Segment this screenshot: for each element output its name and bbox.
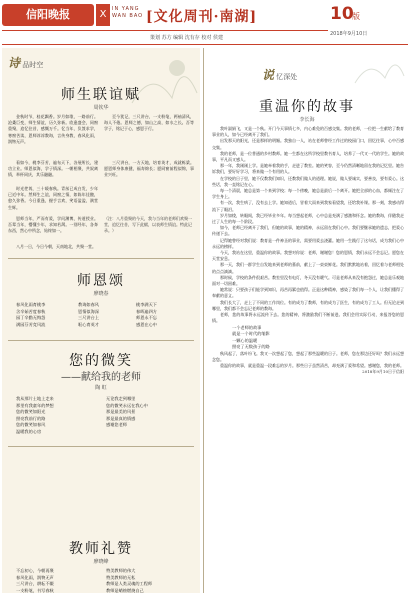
issue-date: 2018年9月10日 xyxy=(330,31,368,37)
poem-line: 三尺讲台上 xyxy=(78,315,99,321)
poem-line: 无论我走到哪里 xyxy=(106,396,136,401)
paragraph: 重温你的故事，就是重温一段难忘的岁月。那些日子虽然清苦，却充满了爱和希望。感谢您，我的老师。 xyxy=(220,363,404,369)
column-tag-char: 诗 xyxy=(8,56,21,70)
poem-line: 教师是蜡烛燃烧自己 xyxy=(106,587,144,593)
paragraph: 老师，您的故事将永远流传下去。您的精神，将激励我们不断前进。我们会用实际行动，来报答您的恩情。 xyxy=(212,312,404,324)
poem-line: 您的微笑如春风 xyxy=(16,422,46,428)
poem-line: 一颗心的温暖 xyxy=(232,337,258,343)
article-1-note: （注：八月重聚的今天，我与当年的老师们欢聚一堂，追忆往昔，写下此赋，以表师生情谊。特此记录。） xyxy=(104,216,192,233)
poem-line: 满园芬芳竞风流 xyxy=(16,321,46,327)
article-title-1: 师生联谊赋 xyxy=(61,87,141,103)
paragraph: 出发那天的阳光，还是那样的明媚。我独自一人，站在老师曾经工作过的校园门口，回忆往事，心中百感交集。 xyxy=(212,138,404,150)
logo-badge: X xyxy=(96,4,110,26)
poem-line: 那是最美的风景 xyxy=(106,409,136,415)
paragraph: 她常说：只要孩子们能学到知识，再苦再累也值得。正是这种精神，感染了我们每一个人，让我们懂得了奉献的意义。 xyxy=(212,287,404,299)
article-3-poem-b xyxy=(106,396,192,438)
column-tag-char: 说 xyxy=(262,68,275,82)
poem-line: 春风化雨育桃李 xyxy=(16,302,46,307)
brand-en-line-2: WAN BAO xyxy=(112,13,144,19)
paragraph: 那一天，我们一群学生自发地来到老师的墓前，献上了一束束鲜花。我们默默地站着，回忆着与老师相处的点点滴滴。 xyxy=(212,262,404,274)
column-divider xyxy=(203,48,204,593)
column-tag xyxy=(8,54,43,71)
article-1-para-6: 至今犹记，三尺讲台，一支粉笔，两袖清风，诲人不倦。恩师之德，如山之高，如水之长。吾等学子，铭记于心，感恩于行。 xyxy=(104,114,194,132)
poem-line: 那是最真的情感 xyxy=(106,415,136,421)
brand-english xyxy=(112,6,143,20)
article-2-poem-b xyxy=(78,302,128,332)
poem-line: 呕心育英才 xyxy=(78,321,99,327)
poem-line: 含辛茹苦度春秋 xyxy=(16,308,46,314)
newspaper-logo: 信阳晚报 xyxy=(2,4,94,26)
poem-line: 桃李满天下 xyxy=(136,302,157,307)
article-author-3: 陶 虹 xyxy=(95,385,107,391)
date-note: 2018年9月10日于信阳 xyxy=(362,369,404,375)
poem-line: 温暖我的心房 xyxy=(16,428,42,434)
poem-line: 感谢您老师 xyxy=(106,422,127,428)
poem-line: 一个老师的故事 xyxy=(232,324,262,330)
page-number: 10 xyxy=(330,4,354,24)
article-1-para-2: 看如今，桃李芬芳，遍布天下，各展所长，建功立业。师恩似海，学子情深。一朝相聚，共叙离情，举杯同庆，其乐融融。 xyxy=(8,160,98,178)
column-tag-right xyxy=(262,66,297,83)
article-author-1: 周钦华 xyxy=(93,105,109,111)
article-author-2: 廖晓春 xyxy=(93,291,109,297)
article-author-4: 廖晓峰 xyxy=(93,559,109,565)
poem-line: 不忘初心，今朝再聚 xyxy=(16,568,54,573)
article-1-para-5: 八月一日，今日今朝，天南地北，共聚一堂。 xyxy=(16,244,96,249)
paragraph: 秋风起了，落叶纷飞。我又一次想起了您，想起了那些温暖的日子。老师，您在那边还好吗？我们永远想念您。 xyxy=(212,350,404,363)
article-1-para-1: 金秋时节，桂花飘香。岁月如歌，一路前行。沧桑巨变，师生情谊，历久弥新。欣逢盛会，同窗重聚，追忆往昔，感慨万千。忆当年，负笈求学，寒窗苦读，恩师谆谆教诲，言传身教，春风化雨，润物无声。 xyxy=(8,114,98,144)
poem-line: 园丁辛勤无悔怨 xyxy=(16,315,46,321)
editor-credits: 策划 苏方 编辑 沈有存 校对 侯建 xyxy=(150,35,223,41)
divider xyxy=(8,446,194,447)
paragraph: 那一年，我刚刚上学。是她牵着我的手，走进了教室。她的笑容，至今仍然清晰地留在我的记忆里。她告诉我们，要好好学习，将来做一个有用的人。 xyxy=(212,163,404,175)
article-title-4: 教师礼赞 xyxy=(69,541,133,557)
poem-line: 一支粉笔，书写春秋 xyxy=(16,587,54,593)
article-4-poem-a xyxy=(16,568,96,602)
poem-line: 春风化雨，润物无声 xyxy=(16,574,54,580)
divider xyxy=(8,258,194,259)
inline-poem xyxy=(212,325,404,351)
lotus-ornament-icon xyxy=(350,48,406,88)
article-2-poem-a xyxy=(16,302,72,332)
poem-line: 感恩在心中 xyxy=(136,321,157,327)
article-subtitle-3: ——献给我的老师 xyxy=(61,372,141,383)
poem-line: 我从那片土地上走来 xyxy=(16,396,54,401)
paragraph: 岁月如梭，转眼间，我已经毕业多年。每当想起老师，心中总是充满了感激和怀念。她的教诲，伴随我走过了人生的每一个阶段。 xyxy=(212,212,404,225)
poem-line: 照亮了无数孩子的路 xyxy=(232,344,270,350)
poem-line: 赞美教师的无私 xyxy=(106,574,136,580)
paragraph: 我叶淑娟飞，又是一个秋。开门今天事情七多，内心难免的百感交集。我的老师，一位把一生献给了教育事业的人，如今已经离开了我们。 xyxy=(212,126,404,138)
poem-line: 教师是人类灵魂的工程师 xyxy=(106,581,153,587)
paragraph: 有一次，我生病了，没有去上学。她知道后，冒着大雨来到我家看望我，还给我补课。那一刻，我感动得流下了眼泪。 xyxy=(212,200,404,212)
article-author-right: 李长海 xyxy=(299,117,315,123)
article-title-2: 师恩颂 xyxy=(77,273,125,289)
article-1-para-3: 时光荏苒，三十载春秋。青丝已成白发，少年已近中年。然师生之谊，同窗之情，如陈年佳酿，愈久弥香。今日重逢，握手言欢，笑语盈盈，满堂生辉。 xyxy=(8,186,98,210)
article-1-para-7: 三尺讲台，一方天地，培育英才，成就栋梁。愿恩师身体康健，福寿绵长；愿同窗前程似锦，事业兴旺。 xyxy=(104,160,194,178)
paragraph: 在学校的日子里，她不仅教我们知识，还教我们做人的道理。她说，做人要诚实，要善良，要有爱心。这些话，我一直铭记在心。 xyxy=(212,175,404,187)
column-tag-label: 忆深处 xyxy=(276,73,298,81)
poem-line: 师恩永不忘 xyxy=(136,315,157,321)
article-2-poem-c xyxy=(136,302,192,332)
paragraph: 记得她曾经对我们说：教育是一件神圣的事业，需要用爱去浇灌。她用一生践行了这句话，成为我们心中永远的榜样。 xyxy=(212,237,404,249)
paragraph: 我们长大了，走上了不同的工作岗位。有的成为了教师，有的成为了医生，有的成为了工人。但无论走到哪里，我们都不会忘记老师的教诲。 xyxy=(212,299,404,311)
paragraph: 那时候，学校的条件很艰苦。教室里没有电灯，冬天没有暖气。可是老师从来没有抱怨过，她总是乐观地面对一切困难。 xyxy=(212,274,404,287)
divider xyxy=(8,340,194,341)
poem-line: 教诲如春风 xyxy=(78,302,99,307)
poem-line: 您的微笑永远在我心中 xyxy=(106,402,148,408)
poem-line: 恩情似海深 xyxy=(78,308,99,314)
article-4-poem-b xyxy=(106,568,192,602)
poem-line: 春晖遍四方 xyxy=(136,308,157,314)
column-tag-label: 品时空 xyxy=(22,61,44,69)
poem-line: 照亮我前行的路 xyxy=(16,415,46,421)
paragraph: 如今，老师已经离开了我们，但她的故事，她的精神，永远留在我们心中。我们要继承她的遗志，把爱心传递下去。 xyxy=(212,225,404,237)
page-suffix: 版 xyxy=(352,12,360,21)
header-rule-bottom xyxy=(2,44,408,45)
article-title-3: 您的微笑 xyxy=(69,353,133,369)
paragraph: 我的老师，是一位普通的乡村教师。她一生都在这所学校里教书育人，培养了一代又一代的学生。她的故事，平凡而又感人。 xyxy=(212,150,404,163)
brand-en-line-1: IN YANG xyxy=(112,6,140,12)
article-title-right: 重温你的故事 xyxy=(259,99,355,115)
poem-line: 就是一个时代的缩影 xyxy=(232,331,270,337)
poem-line: 三尺讲台，耕耘不辍 xyxy=(16,581,54,587)
paragraph: 今天，我站在这里，重温你的故事。我想对你说：老师，谢谢您！您的恩情，我们永远不会忘记。愿您在天堂安息。 xyxy=(212,250,404,262)
header-rule xyxy=(2,30,328,31)
article-3-poem-a xyxy=(16,396,96,438)
section-title: [文化周刊·南湖] xyxy=(146,9,258,25)
article-1-para-4: 恩师当年，严而有爱，学问渊博，传道授业。吾辈当年，懵懂少年，求知若渴。一别经年，各奔东西，然心中所念，始终如一。 xyxy=(8,216,98,234)
article-body-right xyxy=(212,126,404,588)
paragraph: 每一个清晨，她总是第一个来到学校；每一个傍晚，她总是最后一个离开。她把全部的心血，都倾注在了学生身上。 xyxy=(212,188,404,200)
left-column xyxy=(2,48,200,593)
poem-line: 您的微笑如阳光 xyxy=(16,409,46,415)
poem-line: 那里有我童年的梦想 xyxy=(16,402,54,408)
poem-line: 赞美教师的伟大 xyxy=(106,568,136,573)
